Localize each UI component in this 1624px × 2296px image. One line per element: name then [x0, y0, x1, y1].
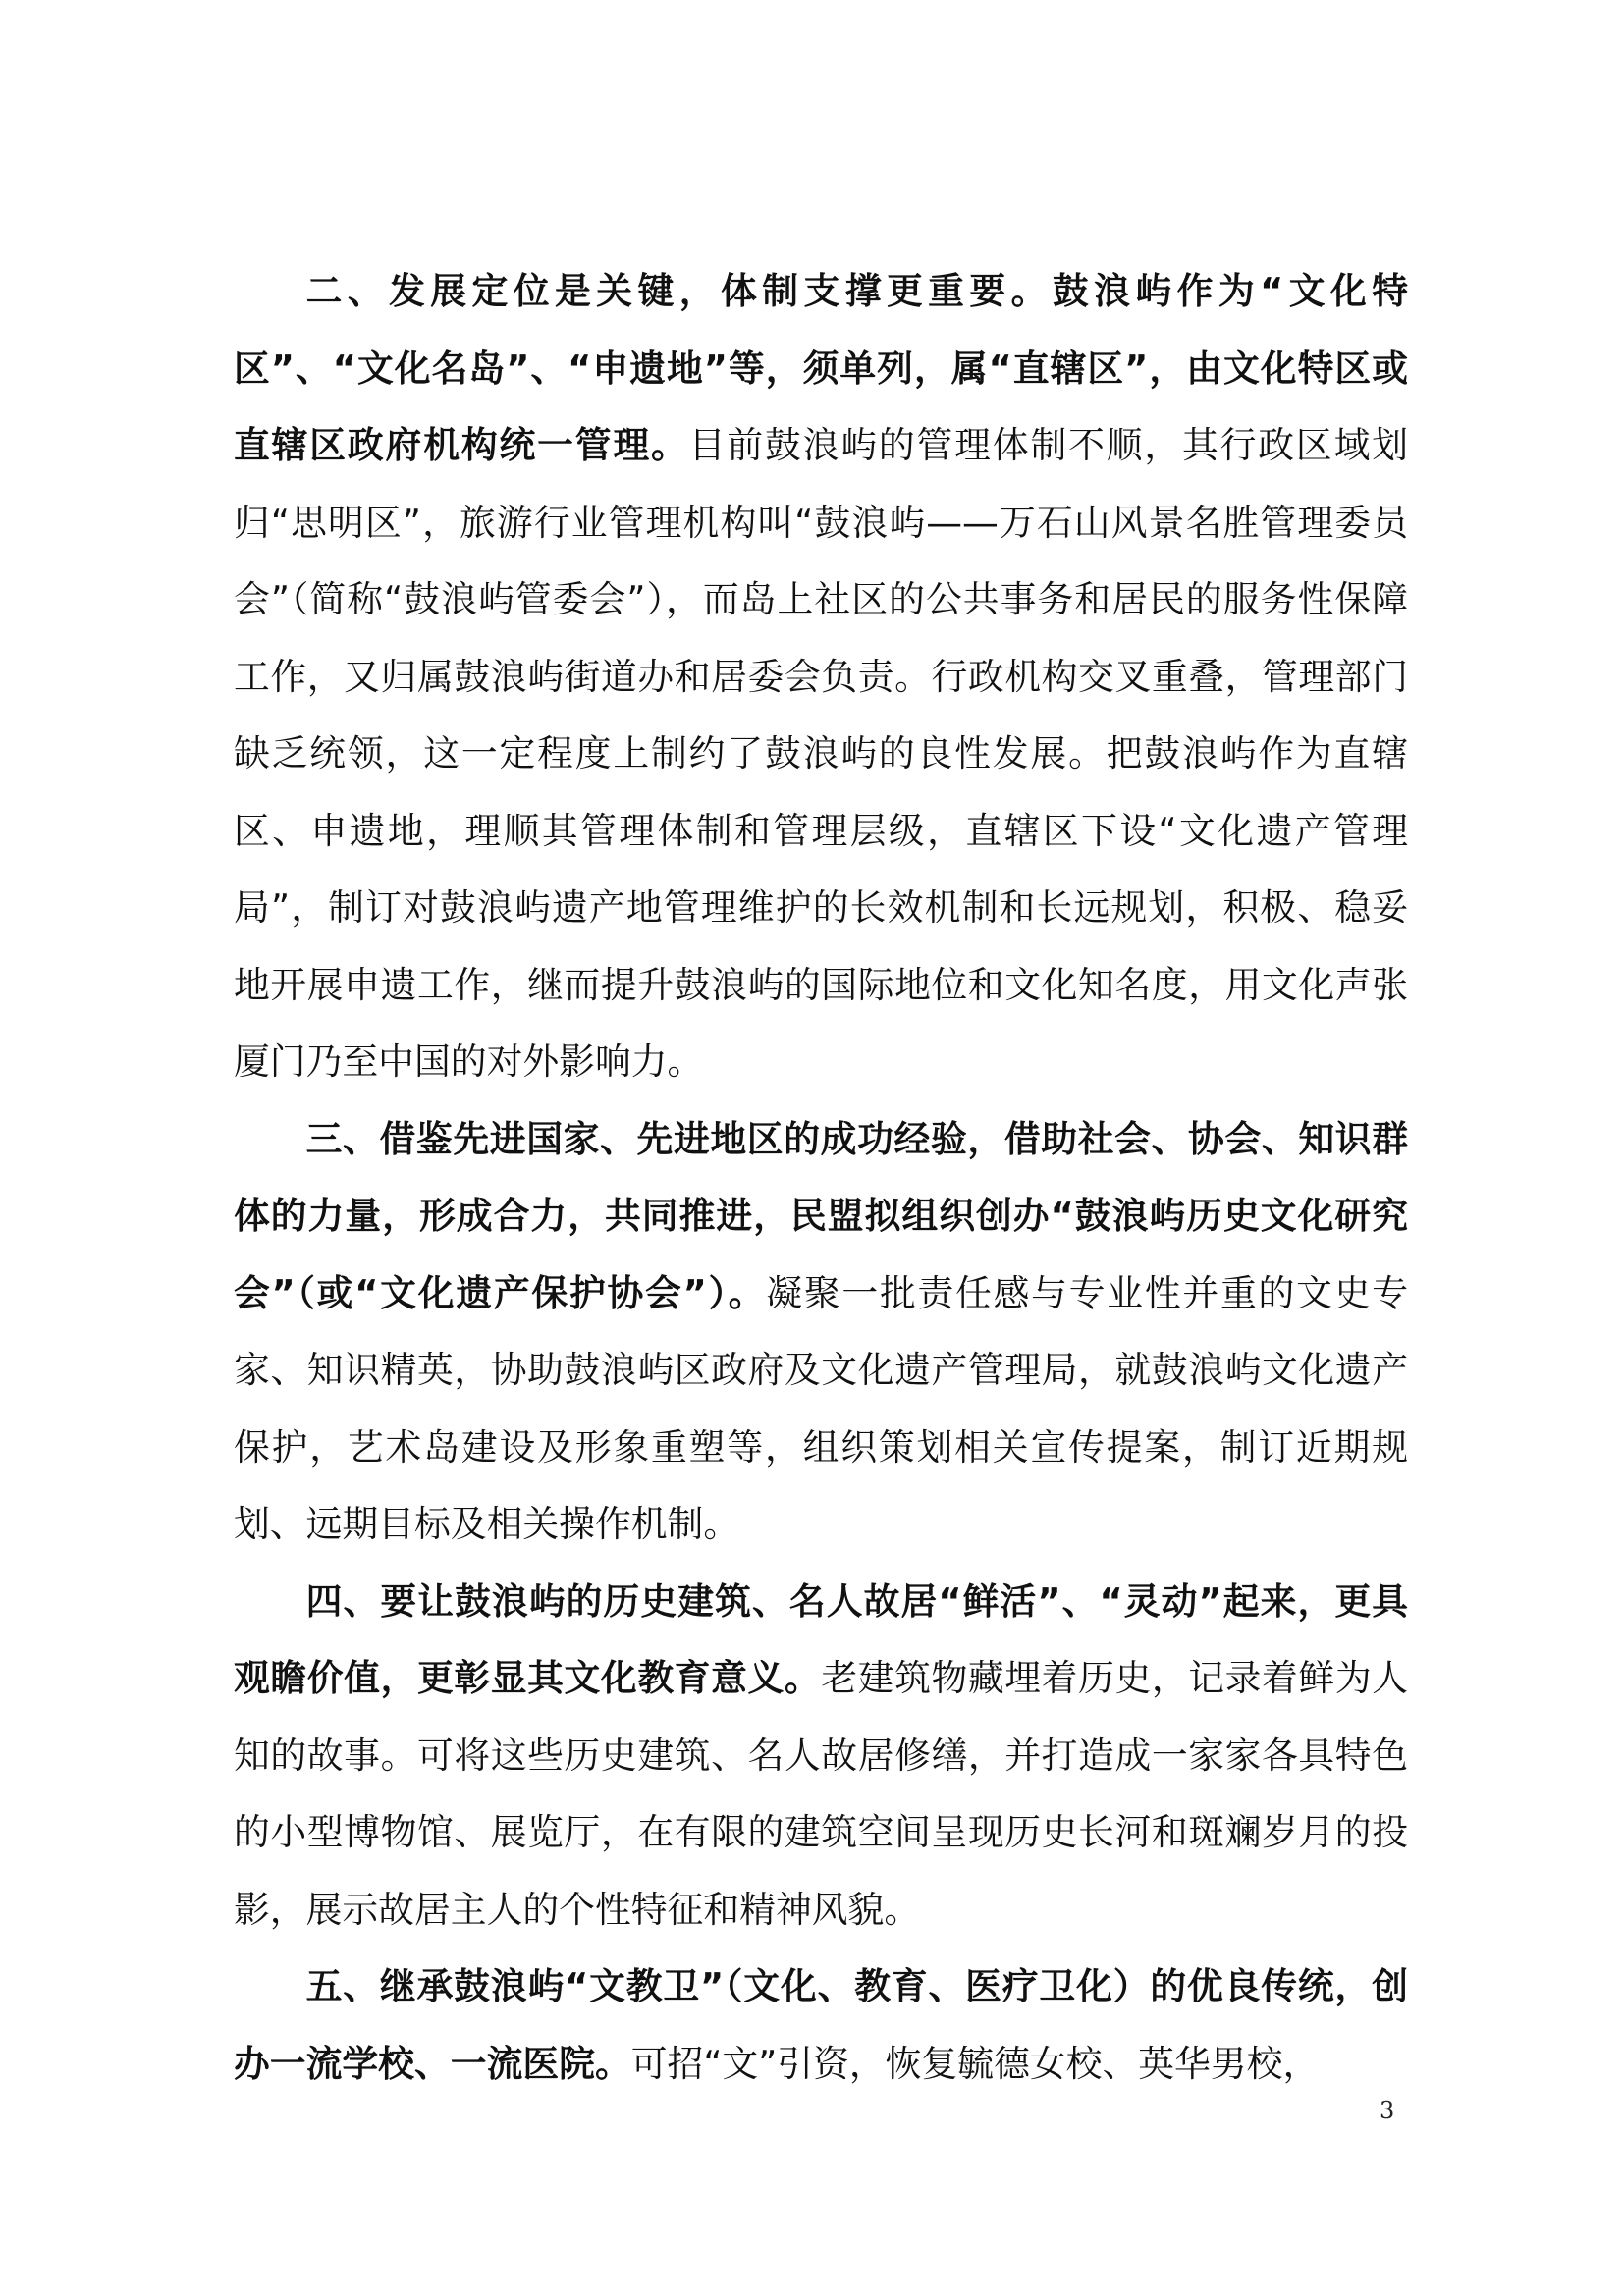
paragraph-5-text: 可招“文”引资，恢复毓德女校、英华男校，: [630, 2042, 1320, 2085]
paragraph-5-heading: 五、继承鼓浪屿“文教卫”（文化、教育、医疗卫化）的优良传统，创办一流学校、一流医院。: [234, 1965, 1408, 2085]
paragraph-2-text: 目前鼓浪屿的管理体制不顺，其行政区域划归“思明区”，旅游行业管理机构叫“鼓浪屿——万石山风景名胜管理委员会”（简称“鼓浪屿管委会”），而岛上社区的公共事务和居民的服务性保障工作，又归属鼓浪屿街道办和居委会负责。行政机构交叉重叠，管理部门缺乏统领，这一定程度上制约了鼓浪屿的良性发展。把鼓浪屿作为直辖区、申遗地，理顺其管理体制和管理层级，直辖区下设“文化遗产管理局”，制订对鼓浪屿遗产地管理维护的长效机制和长远规划，积极、稳妥地开展申遗工作，继而提升鼓浪屿的国际地位和文化知名度，用文化声张厦门乃至中国的对外影响力。: [234, 424, 1409, 1083]
paragraph-3-text: 凝聚一批责任感与专业性并重的文史专家、知识精英，协助鼓浪屿区政府及文化遗产管理局，就鼓浪屿文化遗产保护，艺术岛建设及形象重塑等，组织策划相关宣传提案，制订近期规划、远期目标及相关操作机制。: [234, 1271, 1408, 1545]
paragraph-5: [234, 1949, 1408, 2103]
document-body: [234, 253, 1408, 2103]
paragraph-4-heading: 四、要让鼓浪屿的历史建筑、名人故居“鲜活”、“灵动”起来，更具观瞻价值，更彰显其文化教育意义。: [234, 1579, 1408, 1699]
paragraph-2-heading: 二、发展定位是关键，体制支撑更重要。鼓浪屿作为“文化特区”、“文化名岛”、“申遗地”等，须单列，属“直辖区”，由文化特区或直辖区政府机构统一管理。: [234, 270, 1408, 466]
paragraph-2: [234, 253, 1408, 1101]
paragraph-3: [234, 1101, 1408, 1564]
page-number: 3: [1380, 2097, 1395, 2124]
paragraph-4: [234, 1564, 1408, 1949]
paragraph-4-text: 老建筑物藏埋着历史，记录着鲜为人知的故事。可将这些历史建筑、名人故居修缮，并打造成一家家各具特色的小型博物馆、展览厅，在有限的建筑空间呈现历史长河和斑斓岁月的投影，展示故居主人的个性特征和精神风貌。: [234, 1657, 1409, 1931]
paragraph-3-heading: 三、借鉴先进国家、先进地区的成功经验，借助社会、协会、知识群体的力量，形成合力，共同推进，民盟拟组织创办“鼓浪屿历史文化研究会”（或“文化遗产保护协会”）。: [234, 1117, 1408, 1314]
